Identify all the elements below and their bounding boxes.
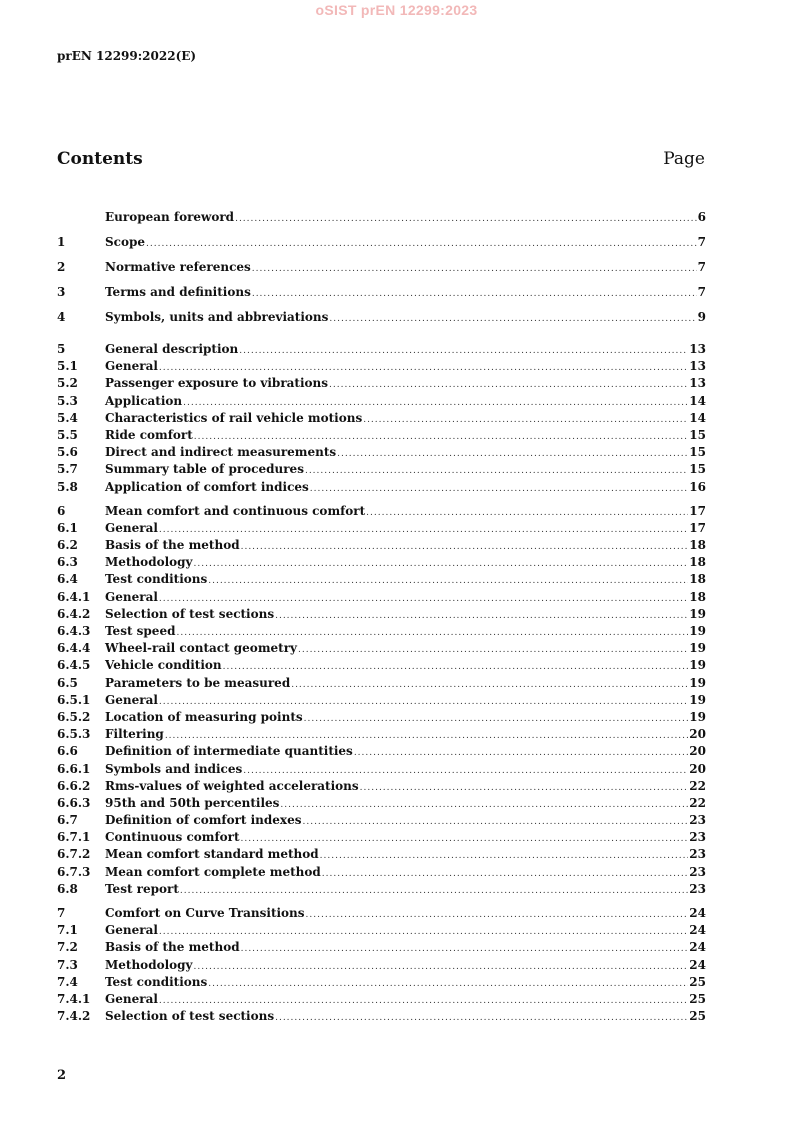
- toc-entry-number: 5: [57, 342, 66, 356]
- toc-entry-number: 7.1: [57, 923, 78, 938]
- toc-entry-title: Definition of intermediate quantities: [105, 744, 353, 759]
- leader-dots: [159, 927, 688, 937]
- toc-entry[interactable]: [57, 641, 706, 658]
- toc-entry[interactable]: [57, 958, 706, 975]
- leader-dots: [183, 398, 688, 408]
- toc-entry-title: Normative references: [105, 260, 251, 274]
- toc-entry-page: 23: [689, 864, 706, 879]
- toc-entry[interactable]: [57, 992, 706, 1009]
- toc-entry-number: 1: [57, 235, 66, 249]
- leader-dots: [241, 944, 689, 954]
- leader-dots: [320, 851, 689, 861]
- toc-entry-number: 7.2: [57, 940, 78, 955]
- leader-dots: [354, 748, 688, 758]
- toc-entry-title: Filtering: [105, 727, 164, 742]
- toc-entry-title: Direct and indirect measurements: [105, 445, 337, 460]
- toc-entry[interactable]: [57, 940, 706, 957]
- leader-dots: [159, 363, 688, 373]
- toc-entry-page: 20: [689, 744, 706, 759]
- toc-entry-title: General: [105, 692, 158, 707]
- leader-dots: [223, 662, 689, 672]
- toc-entry-page: 19: [689, 658, 706, 673]
- toc-entry-title: Test speed: [105, 624, 176, 638]
- toc-entry-number: 6.3: [57, 555, 78, 570]
- leader-dots: [194, 432, 689, 442]
- toc-entry[interactable]: [57, 693, 706, 710]
- toc-entry[interactable]: [57, 676, 706, 693]
- toc-entry-number: 5.4: [57, 410, 78, 425]
- toc-entry-number: 6: [57, 503, 66, 518]
- toc-entry-number: 4: [57, 310, 66, 324]
- toc-entry-number: 6.1: [57, 520, 78, 535]
- toc-entry-title: Terms and definitions: [105, 285, 251, 299]
- toc-entry-page: 19: [689, 624, 706, 638]
- toc-entry[interactable]: [57, 727, 706, 744]
- toc-entry-page: 23: [689, 847, 706, 862]
- toc-entry-number: 6.5.3: [57, 727, 91, 742]
- toc-entry-number: 7.4.1: [57, 991, 91, 1006]
- toc-entry[interactable]: [57, 342, 706, 359]
- toc-entry-page: 18: [689, 555, 706, 570]
- toc-entry-page: 23: [689, 881, 706, 896]
- toc-entry[interactable]: [57, 830, 706, 847]
- toc-entry-page: 13: [689, 376, 706, 391]
- leader-dots: [275, 1013, 688, 1023]
- toc-entry-number: 5.1: [57, 359, 78, 374]
- toc-entry-page: 25: [689, 974, 706, 989]
- toc-entry-title: Symbols, units and abbreviations: [105, 310, 329, 324]
- leader-dots: [241, 542, 689, 552]
- toc-entry-page: 25: [689, 991, 706, 1006]
- toc-entry-page: 7: [697, 235, 706, 249]
- toc-entry-page: 14: [689, 393, 706, 408]
- toc-entry-page: 6: [697, 210, 706, 224]
- toc-entry-number: 5.2: [57, 376, 78, 391]
- watermark: oSIST prEN 12299:2023: [315, 2, 478, 18]
- toc-entry-page: 18: [689, 589, 706, 604]
- toc-entry-number: 6.8: [57, 881, 78, 896]
- toc-entry-number: 5.7: [57, 462, 78, 477]
- leader-dots: [360, 783, 689, 793]
- toc-entry-number: 5.5: [57, 427, 78, 442]
- toc-entry-title: Basis of the method: [105, 940, 240, 955]
- toc-entry[interactable]: [57, 555, 706, 572]
- toc-entry-page: 18: [689, 572, 706, 587]
- toc-entry[interactable]: [57, 445, 706, 462]
- leader-dots: [208, 576, 688, 586]
- toc-entry-title: Methodology: [105, 555, 193, 570]
- toc-entry-number: 6.7.2: [57, 847, 91, 862]
- leader-dots: [235, 214, 697, 224]
- toc-entry-title: Symbols and indices: [105, 761, 243, 776]
- leader-dots: [305, 466, 688, 476]
- toc-entry-page: 22: [689, 795, 706, 810]
- toc-entry-title: Test conditions: [105, 974, 208, 989]
- toc-entry-title: Application of comfort indices: [105, 479, 309, 494]
- leader-dots: [165, 731, 688, 741]
- leader-dots: [366, 508, 688, 518]
- toc-entry-page: 18: [689, 538, 706, 553]
- table-of-contents: [57, 210, 706, 1026]
- toc-entry-title: General: [105, 520, 158, 535]
- toc-entry-title: Continuous comfort: [105, 830, 240, 845]
- toc-entry[interactable]: [57, 521, 706, 538]
- toc-entry-page: 24: [689, 923, 706, 938]
- toc-entry-title: Methodology: [105, 957, 193, 972]
- leader-dots: [194, 962, 689, 972]
- leader-dots: [337, 449, 688, 459]
- toc-entry-title: Selection of test sections: [105, 606, 275, 621]
- leader-dots: [291, 680, 688, 690]
- toc-entry[interactable]: [57, 285, 706, 310]
- leader-dots: [280, 800, 688, 810]
- toc-entry-title: Vehicle condition: [105, 658, 222, 673]
- toc-entry-title: General description: [105, 342, 239, 356]
- toc-entry-page: 13: [689, 359, 706, 374]
- leader-dots: [159, 996, 688, 1006]
- toc-entry-number: 6.7.1: [57, 830, 91, 845]
- toc-entry[interactable]: [57, 235, 706, 260]
- toc-entry-number: 6.7: [57, 813, 78, 828]
- toc-entry-title: Characteristics of rail vehicle motions: [105, 410, 363, 425]
- leader-dots: [329, 314, 696, 324]
- toc-entry-number: 6.5.1: [57, 692, 91, 707]
- leader-dots: [322, 869, 689, 879]
- leader-dots: [363, 415, 688, 425]
- toc-entry-page: 16: [689, 479, 706, 494]
- toc-entry[interactable]: [57, 658, 706, 675]
- toc-entry-page: 17: [689, 520, 706, 535]
- toc-entry-number: 5.3: [57, 393, 78, 408]
- toc-entry-title: Rms-values of weighted accelerations: [105, 778, 359, 793]
- toc-entry-page: 9: [697, 310, 706, 324]
- leader-dots: [208, 979, 688, 989]
- toc-entry[interactable]: [57, 744, 706, 761]
- toc-entry-title: Ride comfort: [105, 427, 193, 442]
- toc-entry-title: Selection of test sections: [105, 1009, 275, 1024]
- toc-entry[interactable]: [57, 607, 706, 624]
- leader-dots: [329, 380, 688, 390]
- toc-entry-title: Test report: [105, 881, 179, 896]
- toc-entry-number: 7.4: [57, 974, 78, 989]
- leader-dots: [146, 239, 697, 249]
- toc-entry-title: Application: [105, 393, 183, 408]
- leader-dots: [159, 697, 688, 707]
- toc-entry-number: 6.5: [57, 675, 78, 690]
- toc-entry[interactable]: [57, 411, 706, 428]
- toc-entry-title: Location of measuring points: [105, 709, 303, 724]
- leader-dots: [239, 346, 688, 356]
- toc-entry-title: Comfort on Curve Transitions: [105, 906, 305, 920]
- leader-dots: [194, 559, 689, 569]
- toc-entry-page: 17: [689, 503, 706, 518]
- toc-entry[interactable]: [57, 1009, 706, 1026]
- page-number: 2: [57, 1068, 67, 1083]
- toc-entry-number: 6.2: [57, 538, 78, 553]
- toc-entry[interactable]: [57, 882, 706, 899]
- toc-entry-page: 19: [689, 709, 706, 724]
- toc-entry-number: 5.8: [57, 479, 78, 494]
- toc-entry-title: General: [105, 991, 158, 1006]
- toc-entry[interactable]: [57, 428, 706, 445]
- toc-entry-page: 23: [689, 830, 706, 845]
- toc-entry-number: 3: [57, 285, 66, 299]
- toc-entry-number: 6.4.4: [57, 641, 91, 656]
- toc-entry[interactable]: [57, 779, 706, 796]
- toc-entry-number: 6.7.3: [57, 864, 91, 879]
- toc-entry[interactable]: [57, 394, 706, 411]
- leader-dots: [176, 628, 688, 638]
- toc-entry-title: General: [105, 589, 158, 604]
- toc-entry[interactable]: [57, 310, 706, 335]
- toc-entry[interactable]: [57, 906, 706, 923]
- toc-entry[interactable]: [57, 865, 706, 882]
- toc-entry[interactable]: [57, 376, 706, 393]
- toc-entry[interactable]: [57, 462, 706, 479]
- toc-entry-number: 7: [57, 906, 66, 920]
- toc-entry-page: 24: [689, 940, 706, 955]
- contents-heading: Contents: [57, 149, 143, 169]
- toc-entry-page: 19: [689, 692, 706, 707]
- toc-entry-number: 6.6: [57, 744, 78, 759]
- toc-entry-title: Basis of the method: [105, 538, 240, 553]
- toc-entry-page: 15: [689, 427, 706, 442]
- leader-dots: [302, 817, 688, 827]
- toc-entry-title: Mean comfort complete method: [105, 864, 321, 879]
- toc-entry-page: 13: [689, 342, 706, 356]
- toc-entry-title: Mean comfort and continuous comfort: [105, 503, 366, 518]
- toc-entry-page: 7: [697, 260, 706, 274]
- toc-entry-page: 23: [689, 813, 706, 828]
- toc-entry[interactable]: [57, 975, 706, 992]
- leader-dots: [310, 484, 689, 494]
- toc-entry[interactable]: [57, 923, 706, 940]
- toc-entry-title: Mean comfort standard method: [105, 847, 319, 862]
- toc-entry-page: 7: [697, 285, 706, 299]
- toc-entry-title: Parameters to be measured: [105, 675, 291, 690]
- leader-dots: [298, 645, 688, 655]
- toc-entry-number: 6.4.1: [57, 589, 91, 604]
- toc-entry-title: Scope: [105, 235, 146, 249]
- toc-entry-page: 19: [689, 641, 706, 656]
- toc-entry[interactable]: [57, 590, 706, 607]
- toc-entry[interactable]: [57, 847, 706, 864]
- toc-entry-title: European foreword: [105, 210, 235, 224]
- toc-entry-number: 6.4.2: [57, 606, 91, 621]
- toc-entry-title: 95th and 50th percentiles: [105, 795, 280, 810]
- toc-entry[interactable]: [57, 624, 706, 641]
- toc-entry-page: 19: [689, 675, 706, 690]
- toc-entry[interactable]: [57, 210, 706, 235]
- toc-entry-title: Wheel-rail contact geometry: [105, 641, 297, 656]
- leader-dots: [243, 766, 688, 776]
- toc-entry-page: 20: [689, 727, 706, 742]
- toc-entry-page: 22: [689, 778, 706, 793]
- toc-entry[interactable]: [57, 710, 706, 727]
- leader-dots: [252, 289, 697, 299]
- toc-entry[interactable]: [57, 359, 706, 376]
- toc-entry-number: 6.5.2: [57, 709, 91, 724]
- toc-entry-number: 6.4.5: [57, 658, 91, 673]
- toc-entry-page: 15: [689, 445, 706, 460]
- leader-dots: [241, 834, 689, 844]
- toc-entry[interactable]: [57, 796, 706, 813]
- toc-entry-number: 6.6.2: [57, 778, 91, 793]
- leader-dots: [180, 886, 688, 896]
- toc-entry-title: Summary table of procedures: [105, 462, 304, 477]
- toc-entry-number: 6.6.1: [57, 761, 91, 776]
- toc-entry[interactable]: [57, 504, 706, 521]
- toc-entry-number: 6.4.3: [57, 624, 91, 638]
- toc-entry[interactable]: [57, 480, 706, 497]
- leader-dots: [306, 910, 689, 920]
- toc-entry-page: 15: [689, 462, 706, 477]
- toc-entry-page: 24: [689, 906, 706, 920]
- toc-entry-number: 7.4.2: [57, 1009, 91, 1024]
- toc-entry-page: 19: [689, 606, 706, 621]
- toc-entry-title: General: [105, 923, 158, 938]
- toc-entry-number: 5.6: [57, 445, 78, 460]
- toc-entry[interactable]: [57, 260, 706, 285]
- toc-entry-page: 20: [689, 761, 706, 776]
- leader-dots: [159, 594, 688, 604]
- leader-dots: [252, 264, 697, 274]
- toc-entry[interactable]: [57, 538, 706, 555]
- toc-entry-number: 2: [57, 260, 66, 274]
- toc-entry-page: 14: [689, 410, 706, 425]
- toc-entry-title: Test conditions: [105, 572, 208, 587]
- toc-entry-number: 6.4: [57, 572, 78, 587]
- page-column-label: Page: [663, 149, 705, 169]
- leader-dots: [304, 714, 689, 724]
- toc-entry-number: 7.3: [57, 957, 78, 972]
- toc-entry-title: Definition of comfort indexes: [105, 813, 302, 828]
- toc-entry-page: 24: [689, 957, 706, 972]
- toc-entry-number: 6.6.3: [57, 795, 91, 810]
- leader-dots: [159, 525, 688, 535]
- document-id: prEN 12299:2022(E): [57, 49, 197, 63]
- toc-entry[interactable]: [57, 813, 706, 830]
- toc-entry-title: General: [105, 359, 158, 374]
- toc-entry[interactable]: [57, 762, 706, 779]
- toc-entry[interactable]: [57, 572, 706, 589]
- toc-entry-title: Passenger exposure to vibrations: [105, 376, 329, 391]
- leader-dots: [275, 611, 688, 621]
- toc-entry-page: 25: [689, 1009, 706, 1024]
